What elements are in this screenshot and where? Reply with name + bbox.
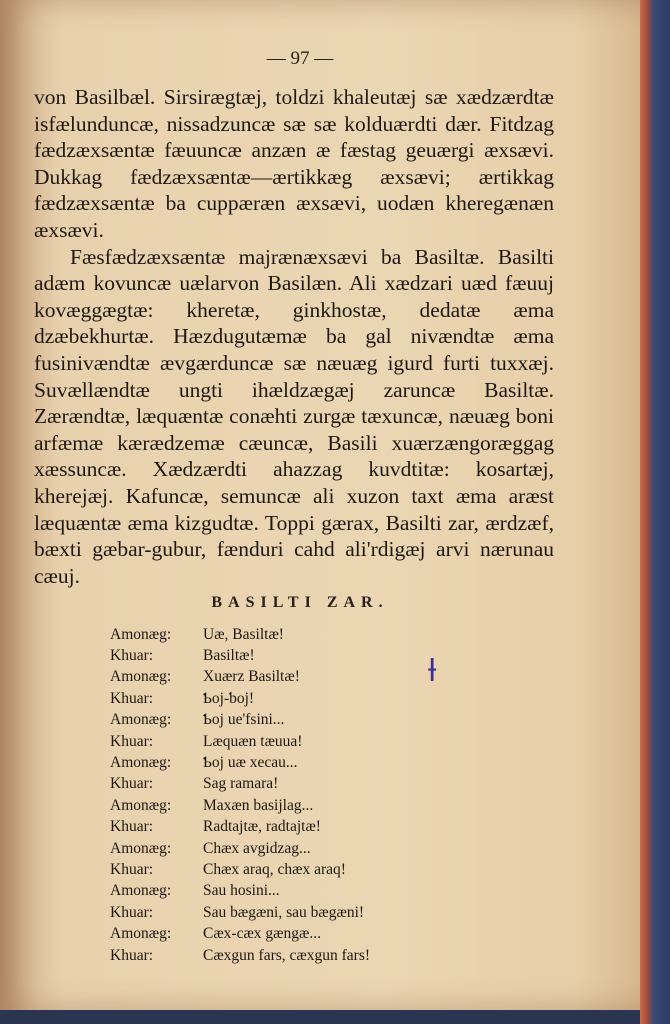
dialogue-line: Sau bægæni, sau bægæni!: [203, 903, 365, 921]
dialogue-line: Ƅoj uæ xecau...: [203, 754, 298, 772]
dialogue-line: Radtajtæ, radtajtæ!: [203, 818, 321, 836]
dialogue-speaker: Amonæg:: [110, 839, 172, 857]
dialogue-speaker: Khuar:: [110, 775, 154, 793]
dialogue-speaker: Khuar:: [110, 647, 154, 665]
pencil-mark-icon: ƚ: [428, 654, 437, 689]
dialogue-row: [110, 645, 370, 666]
section-title: BASILTI ZAR.: [211, 594, 389, 611]
dialogue-row: [110, 902, 370, 923]
dialogue-row: [110, 945, 370, 966]
dialogue-speaker: Amonæg:: [110, 625, 172, 643]
dialogue-row: [110, 859, 370, 880]
dialogue-line: Chæx araq, chæx araq!: [203, 860, 346, 878]
dialogue-line: Ƅoj-ƅoj!: [203, 689, 255, 707]
dialogue-speaker: Khuar:: [110, 689, 154, 707]
dialogue-row: [110, 923, 370, 944]
dialogue-table: [110, 624, 370, 966]
dialogue-line: Cæx-cæx gængæ...: [203, 925, 321, 943]
dialogue-row: [110, 817, 370, 838]
dialogue-line: Ƅoj ue'fsini...: [203, 711, 285, 729]
dialogue-row: [110, 667, 370, 688]
dialogue-speaker: Amonæg:: [110, 754, 172, 772]
dialogue-speaker: Amonæg:: [110, 925, 172, 943]
dialogue-row: [110, 688, 370, 709]
dialogue-row: [110, 795, 370, 816]
dialogue-speaker: Khuar:: [110, 946, 154, 964]
dialogue-speaker: Khuar:: [110, 903, 154, 921]
dialogue-row: [110, 752, 370, 773]
dialogue-line: Cæxgun fars, cæxgun fars!: [203, 946, 371, 964]
dialogue-line: Læquæn tæuua!: [203, 732, 303, 750]
page-number: — 97 —: [266, 48, 334, 69]
dialogue-row: [110, 774, 370, 795]
dialogue-speaker: Khuar:: [110, 860, 154, 878]
dialogue-row: [110, 838, 370, 859]
dialogue-line: Basiltæ!: [203, 647, 255, 665]
dialogue-row: [110, 624, 370, 645]
dialogue-speaker: Amonæg:: [110, 711, 172, 729]
dialogue-speaker: Khuar:: [110, 732, 154, 750]
dialogue-line: Uæ, Basiltæ!: [203, 625, 284, 643]
dialogue-row: [110, 731, 370, 752]
paragraph: Fæsfædzæxsæntæ majrænæxsævi ba Basiltæ. Basilti adæm kovuncæ uælarvon Basilæn. Ali xædzari uæd fæuuj kovæggægtæ: kheretæ, ginkhostæ, dedatæ æma dzæbekhurtæ. Hæzdugutæmæ ba gal nivændtæ æma fusinivændtæ ævgærduncæ sæ næuæg igurd furti tuxxæj. Suvællændtæ ungti ihældzægæj zaruncæ Basiltæ. Zærændtæ, læquæntæ conæhti zurgæ tæxuncæ, næuæg boni arfæmæ kærædzemæ cæuncæ, Basili xuærzængoræggag xæssuncæ. Xædzærdti ahazzag kuvdtitæ: kosartæj, kherejæj. Kafuncæ, semuncæ ali xuzon taxt æma aræst læquæntæ æma kizgudtæ. Toppi gærax, Basilti zar, ærdzæf, bæxti gæbar-gubur, fænduri cahd ali'rdigæj arvi nærunau cæuj.: [34, 244, 554, 588]
dialogue-line: Sag ramara!: [203, 775, 279, 793]
dialogue-row: [110, 881, 370, 902]
body-text: [34, 84, 554, 589]
dialogue-speaker: Amonæg:: [110, 796, 172, 814]
dialogue-line: Xuærz Basiltæ!: [203, 668, 300, 686]
dialogue-speaker: Amonæg:: [110, 882, 172, 900]
dialogue-row: [110, 710, 370, 731]
book-cover-edge: [640, 0, 670, 1024]
dialogue-speaker: Khuar:: [110, 818, 154, 836]
dialogue-line: Maxæn basijlag...: [203, 796, 314, 814]
dialogue-line: Chæx avgidzag...: [203, 839, 311, 857]
dialogue-speaker: Amonæg:: [110, 668, 172, 686]
dialogue-line: Sau hosini...: [203, 882, 280, 900]
paragraph: von Basilbæl. Sirsirægtæj, toldzi khaleutæj sæ xædzærdtæ isfælunduncæ, nissadzuncæ sæ sæ kolduærdti dær. Fitdzag fædzæxsæntæ fæuuncæ anzæn æ fæstag geuærgi æxsævi. Dukkag fædzæxsæntæ—ærtikkæg æxsævi; ærtikkag fædzæxsæntæ ba cuppæræn æxsævi, uodæn kheregænæn æxsævi.: [34, 85, 554, 242]
